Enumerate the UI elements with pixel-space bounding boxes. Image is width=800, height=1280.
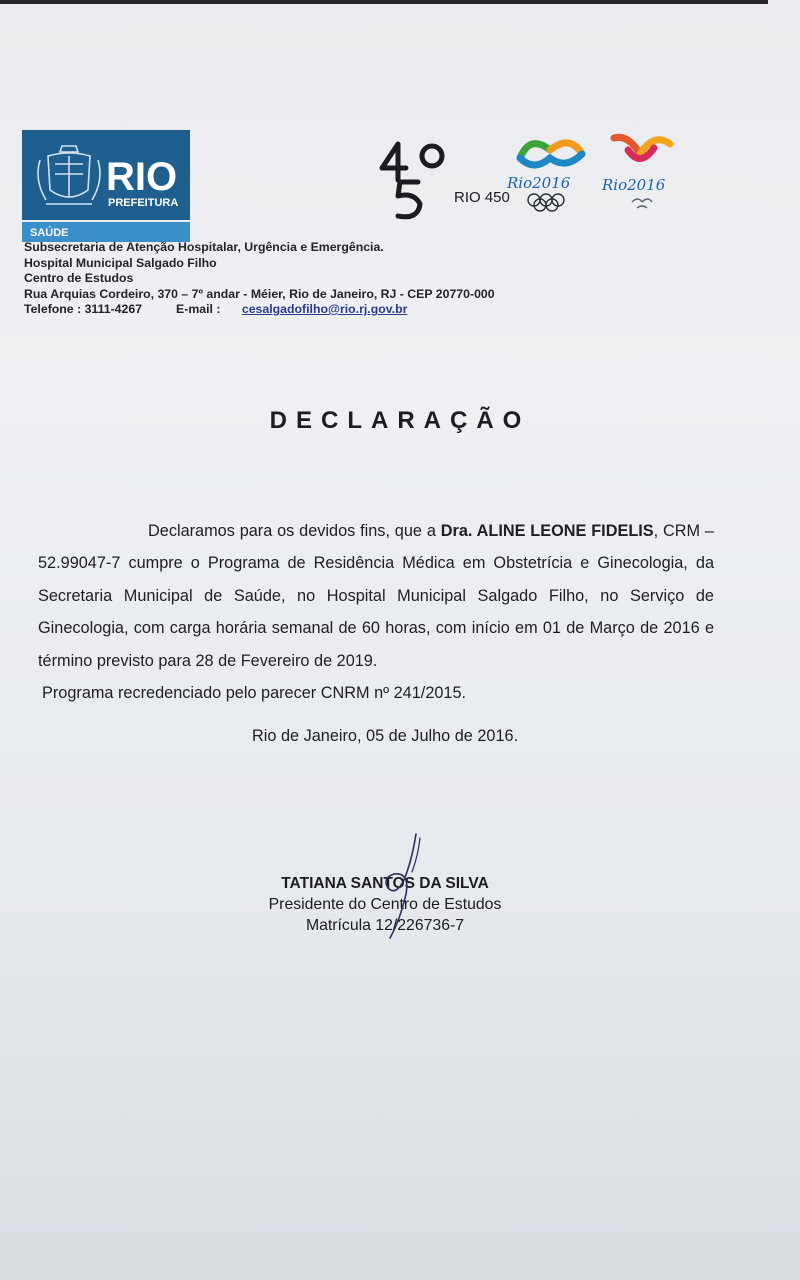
rio-450-text: RIO 450 [454,189,510,206]
signatory-registration: Matrícula 12/226736-7 [305,917,465,934]
hospital-name: Hospital Municipal Salgado Filho [24,255,217,270]
centro-estudos: Centro de Estudos [24,271,134,285]
declaration-details: , CRM – 52.99047-7 cumpre o Programa de Residência Médica em Obstetrícia e Ginecologia, da Secretaria Municipal de Saúde, no Hospital Municipal Salgado Filho, no Serviço de Ginecologia, com carga horária semanal de 60 horas, com início em 01 de Março de 2016 e término previsto para 28 de Fevereiro de 2019. [38,522,714,670]
rio-logo-sub: PREFEITURA [108,197,179,209]
contact-line [24,302,584,318]
letterhead [24,240,584,318]
prefeitura-rio-saude-logo [22,130,190,242]
handwritten-signature [360,830,430,940]
email-label: E-mail : [176,302,221,316]
rio-450-logo [376,138,510,226]
paralympic-logo-text: Rio2016 [602,176,666,194]
declaration-paragraph [38,515,714,677]
address-line: Rua Arquias Cordeiro, 370 – 7º andar - Méier, Rio de Janeiro, RJ - CEP 20770-000 [24,286,495,301]
olympic-rings-icon [528,194,564,211]
subsecretaria-line: Subsecretaria de Atenção Hospitalar, Urgência e Emergência. [24,240,384,254]
phone-text: Telefone : 3111-4267 [24,302,143,316]
olympic-logo-text: Rio2016 [507,174,571,192]
rio2016-paralympic-logo [600,128,684,212]
email-link[interactable]: cesalgadofilho@rio.rj.gov.br [241,302,408,316]
program-accreditation: Programa recredenciado pelo parecer CNRM nº 241/2015. [42,684,467,703]
person-name: Dra. ALINE LEONE FIDELIS [440,522,654,540]
paralympic-agitos-icon [632,199,652,208]
signatory-name: TATIANA SANTOS DA SILVA [281,875,489,892]
signatory-role: Presidente do Centro de Estudos [268,896,502,913]
declaration-intro: Declaramos para os devidos fins, que a [148,522,441,540]
place-and-date: Rio de Janeiro, 05 de Julho de 2016. [252,727,519,745]
declaration-body [38,515,714,709]
rio-logo-main: RIO [106,155,178,199]
document-title: DECLARAÇÃO [269,407,531,434]
rio2016-olympic-logo [504,128,596,210]
rio-logo-dept: SAÚDE [30,227,69,239]
